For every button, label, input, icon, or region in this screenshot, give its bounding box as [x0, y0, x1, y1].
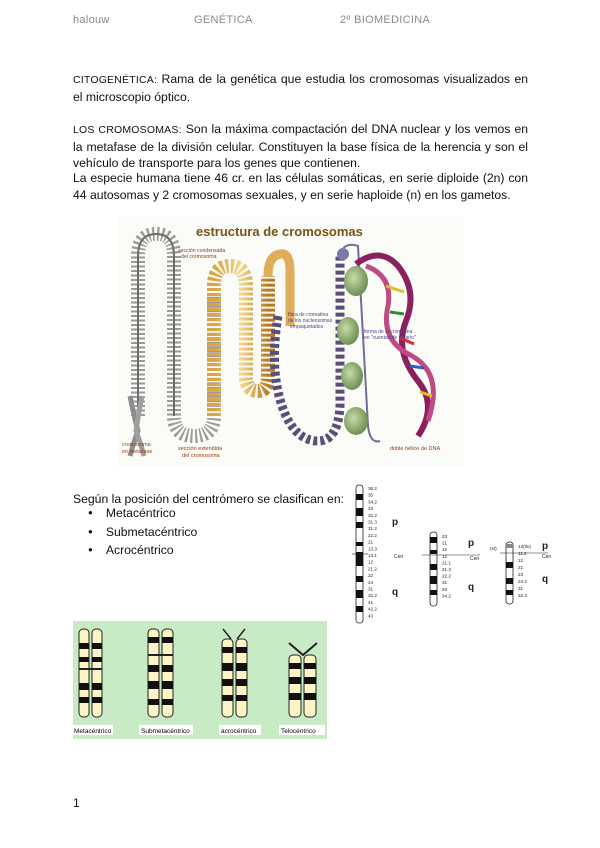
band-label: 33 [368, 506, 374, 512]
band-label: 23 [442, 534, 448, 539]
label-condensed-2: del cromosoma [181, 254, 217, 260]
citogenetica-paragraph [73, 71, 528, 105]
chr3-prefix: (st) [490, 546, 497, 551]
band-label: 22.2 [368, 532, 377, 538]
label-beads-2: en "cuentas de rosario" [364, 335, 416, 341]
chromosome-structure-figure [118, 216, 464, 466]
karyotype-label-metacentric: Metacéntrico [74, 728, 112, 735]
structure-title: estructura de cromosomas [196, 224, 363, 239]
band-label: 35 [368, 492, 374, 498]
karyotype-label-telocentric: Telocéntrico [281, 728, 316, 735]
ideogram-chromosome-2 [422, 532, 480, 606]
band-label: 21.2 [368, 566, 377, 572]
karyotype-label-submetacentric: Submetacéntrico [141, 728, 190, 735]
band-label: 11.2 [518, 551, 527, 556]
band-label: 31 [518, 586, 524, 591]
band-label: 31.3 [368, 519, 377, 525]
label-fiber-2: de los nucleosomas [288, 318, 333, 324]
band-label: 21.3 [442, 567, 451, 572]
label-metaphase-1: cromosoma [122, 442, 151, 448]
list-item [88, 542, 197, 561]
band-label: 33 [442, 586, 448, 592]
header-course: 2º BIOMEDICINA [340, 14, 431, 26]
telocentric-chromosome [289, 643, 317, 717]
band-label: 24 [368, 579, 374, 585]
acrocentric-chromosome [222, 629, 247, 717]
band-label: 12 [518, 558, 524, 563]
cromosomas-text: Son la máxima compactación del DNA nuclear y los vemos en la metafase de la división celular. Constituyen la base física de la herencia y son el vehículo de transporte para los genes que contienen. [73, 122, 529, 170]
ideogram-figure [352, 482, 562, 630]
submetacentric-chromosome [148, 629, 173, 717]
band-label: 32.2 [368, 512, 377, 518]
band-label: 32.2 [368, 593, 377, 599]
band-label: 32.2 [518, 593, 527, 598]
q-arm-label-1: q [392, 587, 399, 598]
cromosomas-term: LOS CROMOSOMAS: [73, 124, 182, 136]
cen-label-2: Cen [470, 556, 480, 562]
karyotype-label-acrocentric: acrocéntrico [221, 728, 257, 735]
band-label: 31 [442, 580, 448, 586]
ideogram-chromosome-3 [490, 541, 551, 604]
band-label: 21.1 [442, 560, 451, 566]
list-item-text: Metacéntrico [105, 506, 176, 520]
list-item [88, 505, 197, 524]
band-label: 42.2 [368, 606, 377, 612]
label-condensed-1: sección condensada [178, 248, 226, 254]
karyotype-chromosomes [73, 621, 327, 739]
band-label: 21 [518, 565, 524, 570]
p-arm-label-2: p [468, 538, 475, 549]
band-label: 22 [368, 573, 374, 579]
cen-label-1: Cen [394, 554, 404, 560]
header-author: halouw [73, 14, 110, 26]
band-label: 31.2 [368, 526, 377, 532]
especie-paragraph: La especie humana tiene 46 cr. en las células somáticas, en serie diploide (2n) con 44 autosomas y 2 cromosomas sexuales, y en serie haploide (n) en los gametos. [73, 171, 528, 202]
label-fiber-3: empaquetados [290, 324, 324, 330]
metacentric-chromosome [79, 629, 102, 717]
p-arm-label-3: p [542, 541, 549, 552]
label-metaphase-2: en metafase [122, 449, 153, 455]
band-label: 12 [442, 547, 448, 553]
band-label: 13.3 [368, 546, 377, 552]
header-subject: GENÉTICA [194, 14, 253, 26]
cen-label-3: Cen [542, 554, 552, 560]
band-label: 23 [518, 572, 524, 577]
label-extended-2: del cromosoma [182, 453, 220, 459]
band-label: 21 [442, 540, 448, 546]
band-label: 22.2 [442, 573, 451, 579]
list-item-text: Acrocéntrico [105, 543, 174, 557]
band-label: 12 [368, 559, 374, 565]
label-extended-1: sección extendida [178, 446, 223, 452]
band-label: 21 [368, 539, 374, 545]
band-label: 13(tlo) [518, 544, 532, 549]
band-label: 31 [368, 586, 374, 592]
band-label: 36.2 [368, 486, 377, 491]
q-arm-label-3: q [542, 574, 549, 585]
citogenetica-term: CITOGENÉTICA: [73, 74, 158, 86]
classification-intro: Según la posición del centrómero se clasifican en: [73, 492, 344, 506]
page-number: 1 [73, 796, 80, 810]
ideogram-chromosome-1 [352, 485, 403, 623]
list-item [88, 524, 197, 543]
cromosomas-paragraph [73, 121, 528, 172]
band-label: 24.2 [518, 579, 527, 584]
label-dna: doble hélice de DNA [390, 446, 441, 452]
classification-list [88, 505, 197, 561]
label-beads-1: forma de la cromatina [364, 329, 413, 335]
label-fiber-1: fibra de cromatina [288, 312, 329, 318]
band-label: 34.2 [368, 499, 377, 505]
band-label: 41 [368, 599, 374, 605]
p-arm-label-1: p [392, 517, 399, 528]
band-label: 34.2 [442, 593, 451, 599]
band-label: 13.1 [368, 553, 377, 558]
list-item-text: Submetacéntrico [105, 524, 198, 539]
band-label: 12 [442, 553, 448, 559]
q-arm-label-2: q [468, 582, 475, 593]
citogenetica-text: Rama de la genética que estudia los cromosomas visualizados en el microscopio óptico. [73, 72, 528, 104]
band-label: 43 [368, 613, 374, 619]
